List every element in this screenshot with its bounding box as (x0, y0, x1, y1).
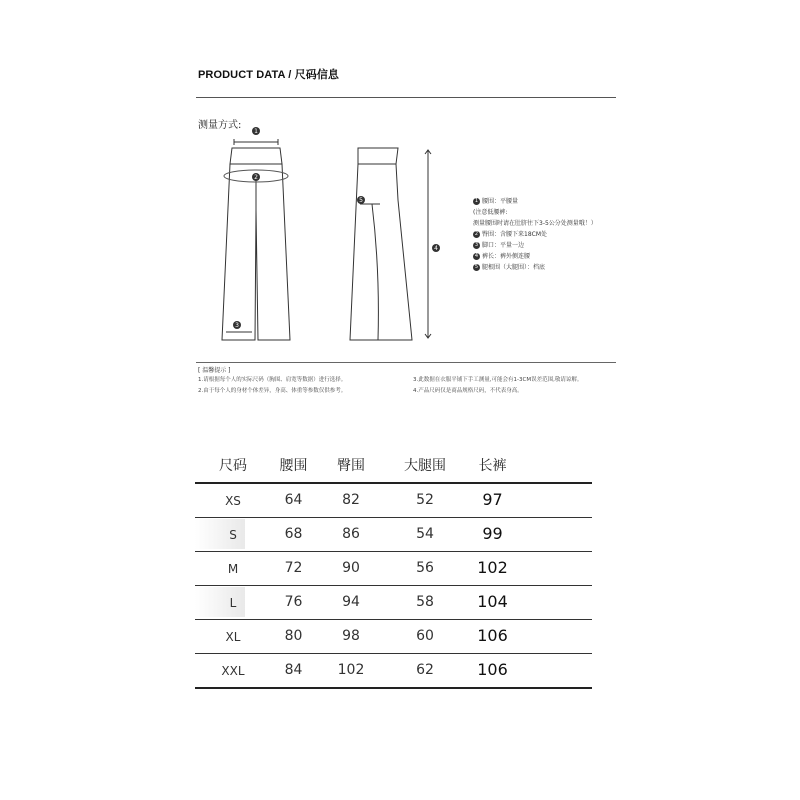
cell-thigh: 62 (416, 662, 434, 678)
length-arrow (425, 150, 431, 338)
header-thigh: 大腿围 (404, 458, 446, 474)
cell-waist: 80 (284, 628, 303, 644)
svg-text:5: 5 (359, 197, 363, 204)
pants-measurement-diagram (190, 120, 450, 350)
marker-5 (357, 196, 365, 204)
cell-waist: 76 (284, 594, 303, 610)
table-row (195, 620, 592, 653)
size-table (195, 447, 592, 689)
cell-size: S (229, 528, 237, 542)
cell-waist: 64 (284, 492, 303, 508)
tips-right-column (413, 375, 582, 397)
table-rule (195, 687, 592, 689)
cell-hip: 94 (342, 594, 360, 610)
tip-text: 3.此数据在衣服平铺下手工测量,可能会有1-3CM误差范围,敬请谅解。 (413, 377, 583, 383)
legend-item: 5 腿根围（大腿围）：档底 (474, 264, 546, 271)
cell-length: 102 (477, 558, 508, 577)
cell-size: M (227, 562, 239, 576)
legend-item: 4 裤长：裤外侧连腰 (474, 253, 531, 260)
measurement-legend (473, 196, 597, 273)
cell-hip: 98 (342, 628, 360, 644)
cell-hip: 102 (337, 662, 365, 678)
measure-method-label: 测量方式: (198, 120, 242, 131)
page-title: PRODUCT DATA / 尺码信息 (198, 69, 340, 81)
cell-hip: 90 (342, 560, 360, 576)
cell-length: 97 (482, 490, 503, 509)
tip-text: 4.产品尺码仅是商品规格尺码，不代表身高。 (413, 388, 523, 394)
cell-thigh: 60 (416, 628, 434, 644)
table-row (195, 518, 592, 551)
tips-left-column (198, 375, 346, 397)
tip-text: 1.请根据每个人的实际尺码（胸围、肩宽等数据）进行选择。 (198, 377, 347, 383)
cell-length: 106 (477, 626, 508, 645)
cell-size: L (229, 596, 237, 610)
header-waist: 腰围 (279, 458, 308, 474)
cell-thigh: 56 (416, 560, 434, 576)
cell-waist: 84 (284, 662, 303, 678)
cell-size: XXL (221, 664, 245, 678)
header-hip: 臀围 (337, 458, 365, 474)
cell-length: 99 (482, 524, 503, 543)
cell-waist: 68 (284, 526, 303, 542)
legend-note: 测量腰围时请在肚脐往下3-5公分处测量哦！） (473, 220, 597, 227)
tips-title: [ 温馨提示 ] (198, 367, 231, 374)
legend-item: 1 腰围：平腰量 (474, 198, 519, 205)
cell-length: 104 (477, 592, 508, 611)
table-row (195, 484, 592, 517)
svg-text:3: 3 (235, 322, 239, 329)
cell-hip: 86 (342, 526, 360, 542)
cell-hip: 82 (342, 492, 360, 508)
marker-2 (252, 173, 260, 181)
marker-4 (432, 244, 440, 252)
tips-divider (196, 362, 616, 363)
table-header-row (195, 447, 592, 482)
marker-1 (252, 127, 260, 135)
title-divider (196, 97, 616, 98)
svg-text:4: 4 (434, 245, 438, 252)
cell-length: 106 (477, 660, 508, 679)
table-row (195, 552, 592, 585)
cell-thigh: 58 (416, 594, 434, 610)
legend-item: 2 臀围：含腰下来18CM处 (474, 231, 548, 238)
cell-thigh: 52 (416, 492, 434, 508)
cell-size: XS (225, 494, 241, 508)
waist-arrow (234, 139, 278, 145)
legend-item: 3 脚口：平量一边 (474, 242, 525, 249)
side-pants-illustration (350, 148, 412, 340)
legend-note: (注意低腰裤: (473, 209, 508, 216)
header-size: 尺码 (219, 458, 247, 474)
tip-text: 2.由于每个人的身材个体差异，身高、体重等参数仅供参考。 (198, 388, 347, 394)
cell-waist: 72 (284, 560, 303, 576)
cell-size: XL (225, 630, 241, 644)
marker-3 (233, 321, 241, 329)
svg-text:2: 2 (254, 174, 258, 181)
header-length: 长裤 (478, 458, 507, 474)
table-row (195, 586, 592, 619)
svg-text:1: 1 (254, 128, 258, 135)
table-row (195, 654, 592, 687)
cell-thigh: 54 (416, 526, 434, 542)
